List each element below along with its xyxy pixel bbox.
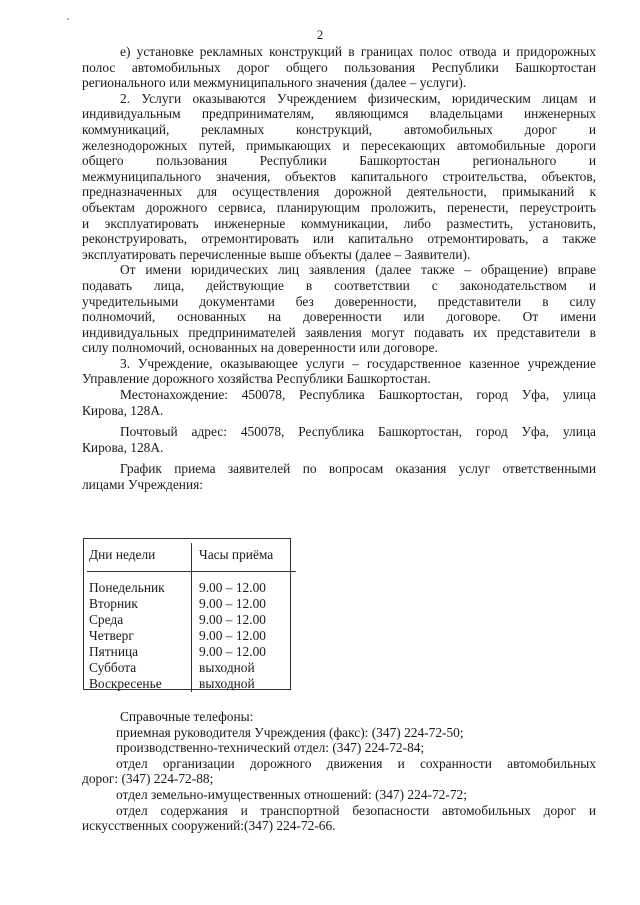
hours-cell: 9.00 – 12.00 bbox=[199, 644, 266, 659]
hours-cell: выходной bbox=[199, 660, 255, 675]
phone-line: производственно-технический отдел: (347) 224-72-84; bbox=[116, 740, 425, 756]
day-cell: Четверг bbox=[87, 628, 192, 644]
paragraph-schedule-intro bbox=[82, 461, 596, 492]
text-line: эксплуатировать перечисленные выше объекты (далее – Заявители). bbox=[82, 246, 471, 262]
text-line: Кирова, 128А. bbox=[82, 402, 164, 418]
paragraph-postal bbox=[82, 424, 596, 455]
body-text bbox=[82, 44, 596, 493]
phone-line: искусственных сооружений:(347) 224-72-66. bbox=[82, 818, 336, 834]
paragraph-2 bbox=[82, 91, 596, 263]
day-cell: Суббота bbox=[87, 660, 192, 676]
schedule-table bbox=[87, 543, 296, 692]
scan-speck bbox=[67, 18, 69, 20]
paragraph-services-e bbox=[82, 44, 596, 91]
day-cell: Вторник bbox=[87, 596, 192, 612]
table-row bbox=[87, 596, 296, 612]
column-header-hours: Часы приёма bbox=[192, 543, 297, 572]
paragraph-representatives bbox=[82, 262, 596, 356]
paragraph-location bbox=[82, 387, 596, 418]
phone-line: отдел организации дорожного движения и сохранности автомобильных bbox=[116, 755, 596, 771]
text-line: Местонахождение: 450078, Республика Башкортостан, город Уфа, улица bbox=[120, 387, 596, 403]
text-line: Кирова, 128А. bbox=[82, 439, 164, 455]
phone-line: отдел земельно-имущественных отношений: (347) 224-72-72; bbox=[116, 786, 467, 802]
hours-cell: 9.00 – 12.00 bbox=[199, 580, 266, 595]
text-line: межмуниципального значения, объектов капитального строительства, объектов, bbox=[82, 168, 596, 184]
page-number: 2 bbox=[316, 27, 324, 42]
text-line: Управление дорожного хозяйства Республики Башкортостан. bbox=[82, 371, 431, 387]
text-line: силу полномочий, основанных на доверенности или договоре. bbox=[82, 340, 438, 356]
table-row bbox=[87, 676, 296, 692]
hours-cell: выходной bbox=[199, 676, 255, 691]
text-line: лицами Учреждения: bbox=[82, 477, 204, 493]
text-line: 3. Учреждение, оказывающее услуги – государственное казенное учреждение bbox=[120, 355, 596, 371]
text-line: реконструировать, отремонтировать или капитально отремонтировать, а также bbox=[82, 231, 596, 247]
reference-phones bbox=[82, 709, 596, 834]
day-cell: Воскресенье bbox=[87, 676, 192, 692]
phone-line: дорог: (347) 224-72-88; bbox=[82, 771, 214, 787]
phone-line: приемная руководителя Учреждения (факс): (347) 224-72-50; bbox=[116, 724, 464, 740]
phone-line: отдел содержания и транспортной безопасности автомобильных дорог и bbox=[116, 802, 596, 818]
text-line: От имени юридических лиц заявления (далее также – обращение) вправе bbox=[120, 262, 596, 278]
phones-title: Справочные телефоны: bbox=[120, 709, 254, 724]
day-cell: Понедельник bbox=[87, 572, 192, 597]
day-cell: Среда bbox=[87, 612, 192, 628]
hours-cell: 9.00 – 12.00 bbox=[199, 628, 266, 643]
text-line: График приема заявителей по вопросам оказания услуг ответственными bbox=[120, 461, 596, 477]
column-header-day: Дни недели bbox=[87, 543, 192, 572]
text-line: индивидуальным предпринимателям, являющимся владельцами инженерных bbox=[82, 106, 596, 122]
table-row bbox=[87, 628, 296, 644]
text-line: предназначенных для осуществления дорожной деятельности, примыканий к bbox=[82, 184, 596, 200]
text-line: коммуникаций, рекламных конструкций, автомобильных дорог и bbox=[82, 121, 596, 137]
text-line: общего пользования Республики Башкортостан регионального и bbox=[82, 153, 596, 169]
text-line: подавать лица, действующие в соответствии с законодательством и bbox=[82, 277, 596, 293]
table-row bbox=[87, 660, 296, 676]
text-line: объектам дорожного сервиса, планирующим проложить, перенести, переустроить bbox=[82, 199, 596, 215]
text-line: и эксплуатировать инженерные коммуникации, либо разместить, установить, bbox=[82, 215, 596, 231]
text-line: регионального или межмуниципального значения (далее – услуги). bbox=[82, 75, 467, 91]
table-row bbox=[87, 572, 296, 597]
text-line: индивидуальных предпринимателей заявления могут подавать их представители в bbox=[82, 324, 596, 340]
day-cell: Пятница bbox=[87, 644, 192, 660]
hours-cell: 9.00 – 12.00 bbox=[199, 612, 266, 627]
text-line: учредительными документами без доверенности, представители в силу bbox=[82, 293, 596, 309]
table-row bbox=[87, 644, 296, 660]
hours-cell: 9.00 – 12.00 bbox=[199, 596, 266, 611]
text-line: полос автомобильных дорог общего пользования Республики Башкортостан bbox=[82, 59, 596, 75]
text-line: е) установке рекламных конструкций в границах полос отвода и придорожных bbox=[120, 44, 596, 59]
text-line: полномочий, основанных на доверенности или договоре. От имени bbox=[82, 309, 596, 325]
table-header-row bbox=[87, 543, 296, 572]
table-row bbox=[87, 612, 296, 628]
text-line: Почтовый адрес: 450078, Республика Башкортостан, город Уфа, улица bbox=[120, 424, 596, 440]
text-line: 2. Услуги оказываются Учреждением физическим, юридическим лицам и bbox=[120, 90, 596, 106]
paragraph-3 bbox=[82, 356, 596, 387]
text-line: железнодорожных путей, примыкающих и пересекающих автомобильные дороги bbox=[82, 137, 596, 153]
